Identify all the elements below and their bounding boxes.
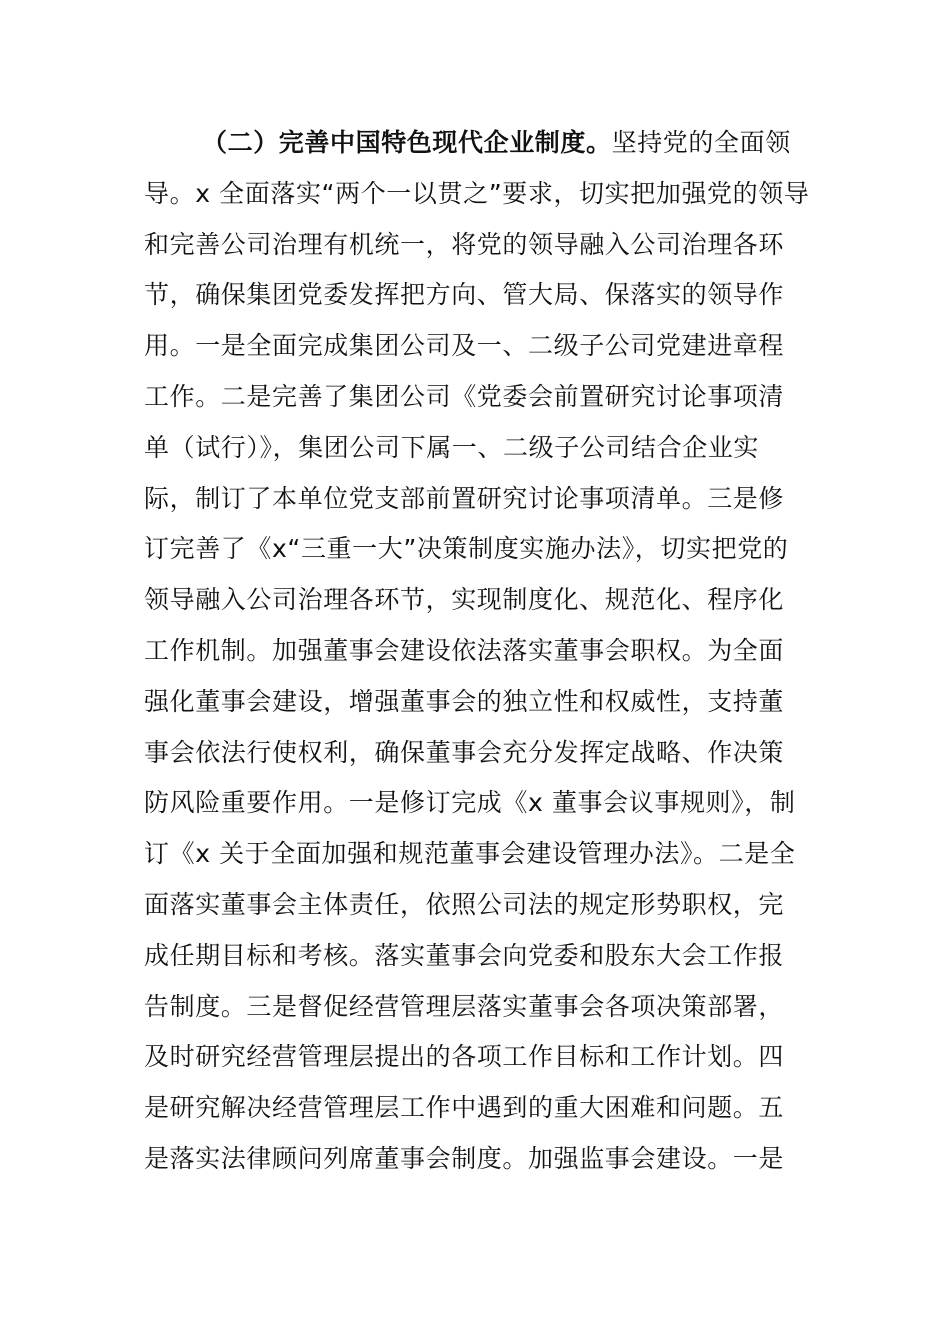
paragraph-line: 成任期目标和考核。落实董事会向党委和股东大会工作报 xyxy=(144,940,785,970)
paragraph-line: 导。x 全面落实“两个一以贯之”要求，切实把加强党的领导 xyxy=(144,178,810,208)
paragraph-line xyxy=(144,118,806,169)
paragraph-line: 工作机制。加强董事会建设依法落实董事会职权。为全面 xyxy=(144,635,785,665)
section-heading: （二）完善中国特色现代企业制度。 xyxy=(202,128,612,157)
paragraph-line: 订完善了《x“三重一大”决策制度实施办法》，切实把党的 xyxy=(144,534,789,564)
paragraph-line: 工作。二是完善了集团公司《党委会前置研究讨论事项清 xyxy=(144,381,785,411)
paragraph-line: 事会依法行使权利，确保董事会充分发挥定战略、作决策 xyxy=(144,737,785,767)
paragraph-line: 和完善公司治理有机统一，将党的领导融入公司治理各环 xyxy=(144,229,785,259)
paragraph-line: 订《x 关于全面加强和规范董事会建设管理办法》。二是全 xyxy=(144,839,796,869)
paragraph-line: 告制度。三是督促经营管理层落实董事会各项决策部署， xyxy=(144,991,785,1021)
paragraph-line: 面落实董事会主体责任，依照公司法的规定形势职权，完 xyxy=(144,889,785,919)
paragraph-line: 节，确保集团党委发挥把方向、管大局、保落实的领导作 xyxy=(144,280,785,310)
paragraph-line: 防风险重要作用。一是修订完成《x 董事会议事规则》，制 xyxy=(144,788,796,818)
paragraph-line: 单（试行）》，集团公司下属一、二级子公司结合企业实 xyxy=(144,432,760,462)
paragraph-line: 是落实法律顾问列席董事会制度。加强监事会建设。一是 xyxy=(144,1143,785,1173)
paragraph-line: 及时研究经营管理层提出的各项工作目标和工作计划。四 xyxy=(144,1042,785,1072)
paragraph-line: 强化董事会建设，增强董事会的独立性和权威性，支持董 xyxy=(144,686,785,716)
paragraph-line-text: 坚持党的全面领 xyxy=(611,128,791,157)
body-paragraph xyxy=(144,118,810,1185)
paragraph-line: 际，制订了本单位党支部前置研究讨论事项清单。三是修 xyxy=(144,483,785,513)
paragraph-line: 是研究解决经营管理层工作中遇到的重大困难和问题。五 xyxy=(144,1093,785,1123)
paragraph-line: 用。一是全面完成集团公司及一、二级子公司党建进章程 xyxy=(144,331,785,361)
paragraph-line: 领导融入公司治理各环节，实现制度化、规范化、程序化 xyxy=(144,585,785,615)
